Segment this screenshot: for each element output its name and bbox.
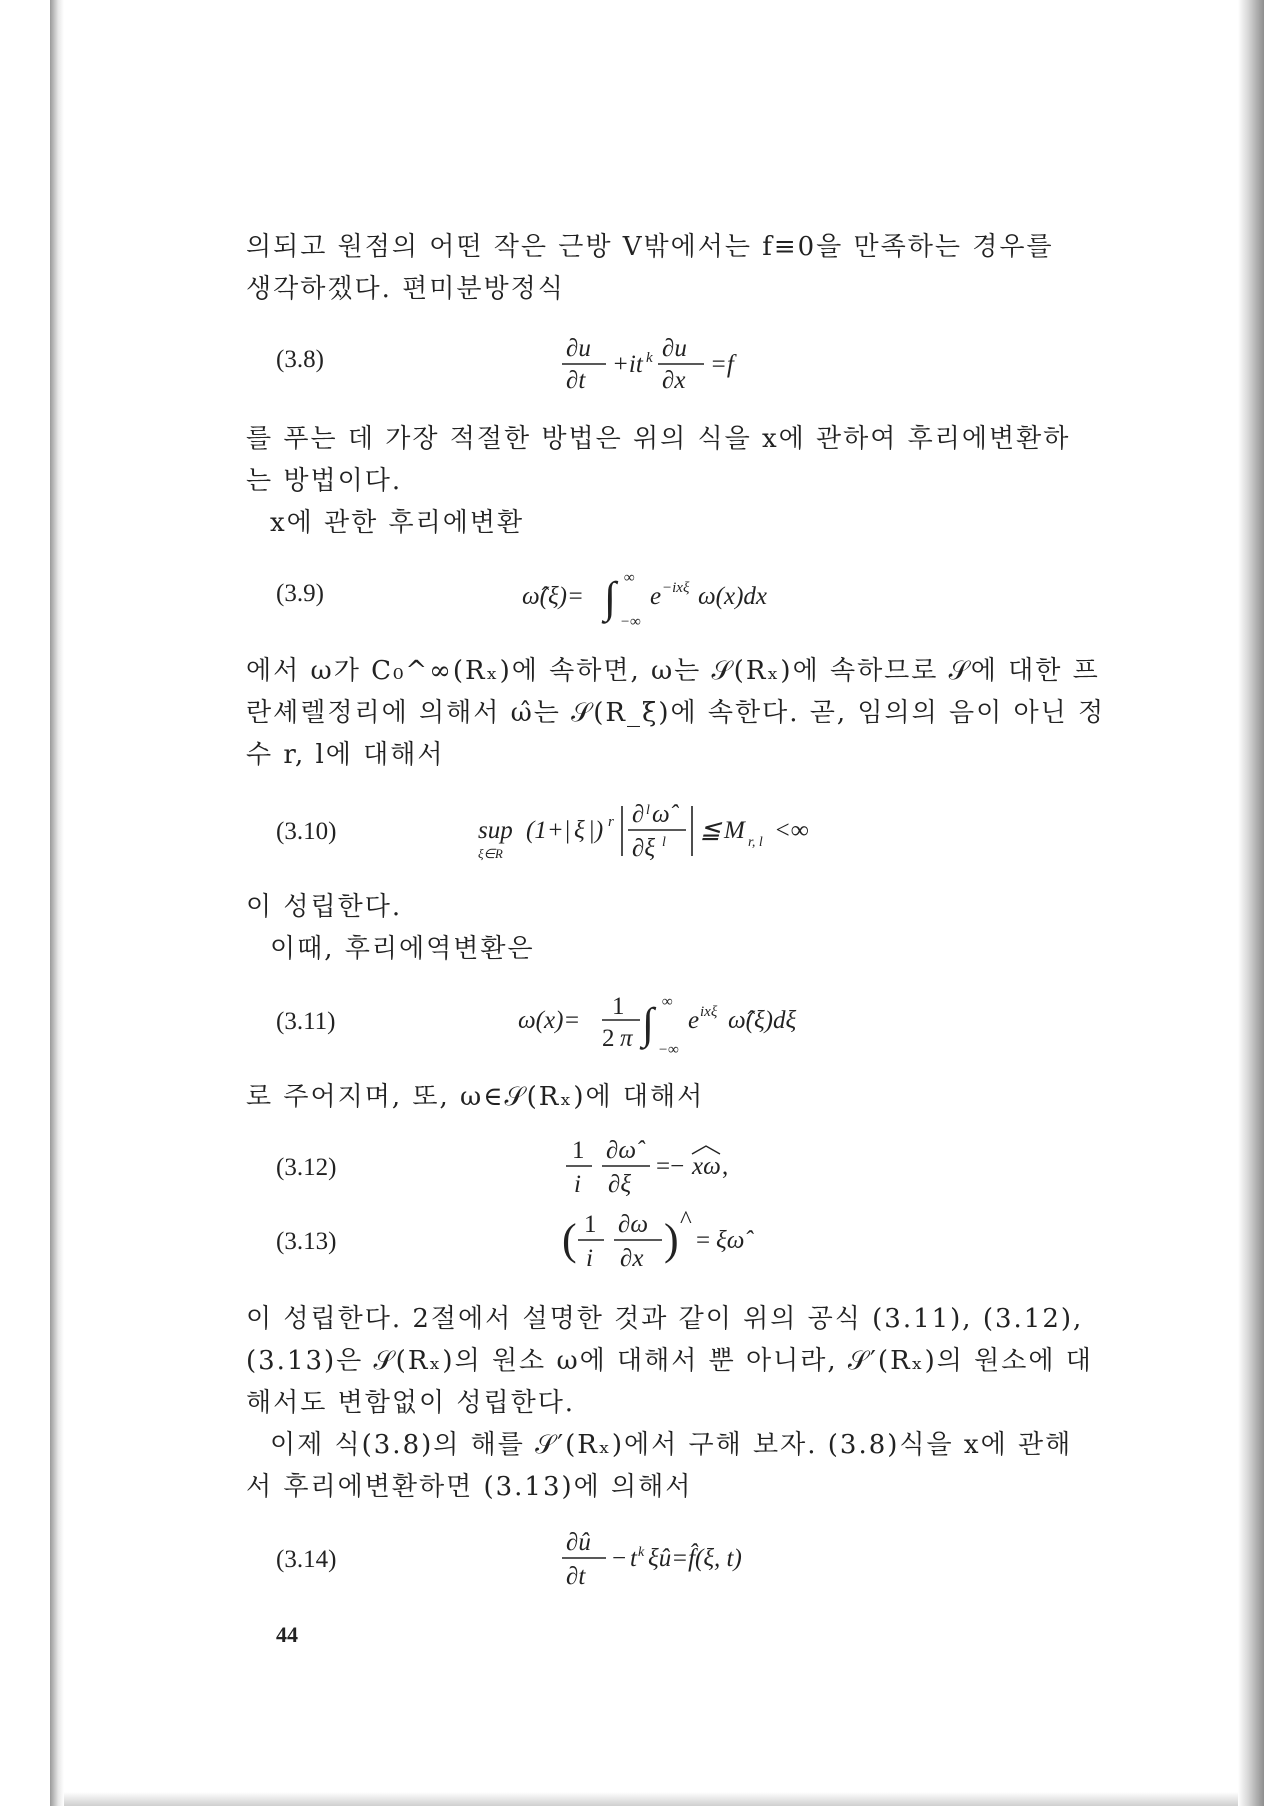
equation-3-9 — [520, 560, 840, 637]
svg-text:ω̂(ξ)dξ: ω̂(ξ)dξ — [728, 1007, 797, 1034]
page-edge-left — [50, 0, 64, 1806]
svg-text:l: l — [646, 803, 650, 818]
svg-text:ξ: ξ — [574, 817, 585, 844]
svg-text:ξ∈R: ξ∈R — [478, 846, 503, 861]
svg-text:ixξ: ixξ — [700, 1004, 718, 1020]
svg-text:+it: +it — [612, 351, 643, 378]
text-line-5: x에 관한 후리에변환 — [270, 508, 525, 538]
svg-text:∞: ∞ — [624, 570, 635, 586]
equation-3-13 — [560, 1206, 820, 1283]
svg-text:ξω̂: ξω̂ — [716, 1227, 745, 1254]
equation-number-3-8: (3.8) — [276, 346, 324, 373]
svg-text:∂x: ∂x — [662, 367, 686, 394]
svg-text:ω(x)dx: ω(x)dx — [698, 583, 767, 610]
equation-3-13-render — [560, 1206, 820, 1276]
svg-text:≦: ≦ — [700, 817, 721, 844]
svg-text:t: t — [630, 1545, 637, 1572]
svg-text:∂x: ∂x — [620, 1245, 644, 1272]
svg-text:∫: ∫ — [642, 999, 655, 1048]
svg-text:i: i — [586, 1245, 593, 1272]
text-line-10: 이때, 후리에역변환은 — [270, 934, 535, 964]
text-line-15: 이제 식(3.8)의 해를 𝒮′(Rₓ)에서 구해 보자. (3.8)식을 x에 관해 — [270, 1430, 1073, 1460]
svg-text:r: r — [608, 814, 614, 830]
equation-3-12-render — [564, 1134, 824, 1200]
svg-text:k: k — [646, 350, 653, 366]
svg-text:ξû=f̂(ξ, t): ξû=f̂(ξ, t) — [648, 1545, 742, 1572]
page-number: 44 — [276, 1622, 298, 1647]
text-line-7: 란셰렐정리에 의해서 ω̂는 𝒮(R_ξ)에 속한다. 곧, 임의의 음이 아닌 정 — [246, 698, 1106, 728]
equation-3-11-render — [516, 984, 856, 1060]
svg-text:∂u: ∂u — [566, 335, 591, 362]
svg-text:ω̂: ω̂ — [652, 801, 670, 828]
svg-text:l: l — [662, 835, 666, 850]
equation-3-10 — [476, 794, 896, 877]
svg-text:^: ^ — [680, 1207, 692, 1234]
svg-text:∂u: ∂u — [662, 335, 687, 362]
page-edge-right — [1238, 0, 1264, 1806]
svg-text:1: 1 — [612, 993, 625, 1020]
svg-text:<∞: <∞ — [774, 817, 809, 844]
text-line-4: 는 방법이다. — [246, 466, 403, 496]
svg-text:π: π — [620, 1025, 633, 1052]
svg-text:=: = — [696, 1227, 711, 1254]
equation-3-10-render — [476, 794, 896, 870]
svg-text:(1+|: (1+| — [526, 817, 571, 844]
equation-3-8-render — [560, 334, 800, 394]
svg-text:∞: ∞ — [662, 994, 673, 1010]
text-line-8: 수 r, l에 대해서 — [246, 740, 445, 770]
text-line-16: 서 후리에변환하면 (3.13)에 의해서 — [246, 1472, 693, 1502]
text-line-11: 로 주어지며, 또, ω∈𝒮(Rₓ)에 대해서 — [246, 1082, 705, 1112]
svg-text:i: i — [574, 1171, 581, 1198]
svg-text:ω̂(ξ)=: ω̂(ξ)= — [522, 583, 584, 610]
svg-text:e: e — [688, 1007, 700, 1034]
svg-text:(: ( — [562, 1215, 577, 1264]
svg-text:r, l: r, l — [748, 835, 763, 850]
equation-3-8 — [560, 334, 800, 401]
svg-text:−∞: −∞ — [658, 1042, 679, 1058]
svg-text:∂t: ∂t — [566, 367, 586, 394]
equation-number-3-9: (3.9) — [276, 580, 324, 607]
svg-text:−∞: −∞ — [620, 614, 641, 630]
svg-text:k: k — [638, 1545, 645, 1560]
svg-text:=−: =− — [656, 1153, 685, 1180]
svg-text:|): |) — [588, 817, 604, 844]
svg-text:∂t: ∂t — [566, 1563, 586, 1590]
svg-text:∂ω: ∂ω — [618, 1211, 649, 1238]
page-bottom-edge — [64, 1792, 1238, 1806]
text-line-12: 이 성립한다. 2절에서 설명한 것과 같이 위의 공식 (3.11), (3.12), — [246, 1304, 1084, 1334]
svg-text:e: e — [650, 583, 662, 610]
text-line-1: 의되고 원점의 어떤 작은 근방 V밖에서는 f≡0을 만족하는 경우를 — [246, 232, 1054, 262]
svg-text:ω(x)=: ω(x)= — [518, 1007, 581, 1034]
svg-text:1: 1 — [572, 1137, 585, 1164]
svg-text:−: − — [612, 1545, 627, 1572]
svg-text:1: 1 — [584, 1211, 597, 1238]
svg-text:∂: ∂ — [632, 801, 645, 828]
equation-3-14-render — [560, 1526, 820, 1592]
text-line-14: 해서도 변함없이 성립한다. — [246, 1388, 576, 1418]
equation-3-12 — [564, 1134, 824, 1207]
equation-number-3-14: (3.14) — [276, 1546, 337, 1573]
svg-text:−ixξ: −ixξ — [662, 580, 690, 596]
svg-text:∂ω̂: ∂ω̂ — [606, 1137, 637, 1164]
svg-text:sup: sup — [478, 817, 513, 844]
svg-text:,: , — [722, 1153, 729, 1180]
svg-text:∂ξ: ∂ξ — [632, 835, 656, 862]
equation-number-3-12: (3.12) — [276, 1154, 337, 1181]
svg-text:∂ξ: ∂ξ — [608, 1171, 632, 1198]
svg-text:2: 2 — [602, 1025, 615, 1052]
equation-number-3-13: (3.13) — [276, 1228, 337, 1255]
svg-text:): ) — [664, 1215, 679, 1264]
text-line-2: 생각하겠다. 편미분방정식 — [246, 274, 565, 304]
text-line-6: 에서 ω가 C₀^∞(Rₓ)에 속하면, ω는 𝒮(Rₓ)에 속하므로 𝒮에 대한 프 — [246, 656, 1100, 686]
text-line-9: 이 성립한다. — [246, 892, 403, 922]
equation-3-9-render — [520, 560, 840, 630]
equation-number-3-11: (3.11) — [276, 1008, 336, 1035]
equation-3-11 — [516, 984, 856, 1067]
svg-text:xω: xω — [692, 1153, 721, 1180]
svg-text:M: M — [724, 817, 745, 844]
svg-text:=f: =f — [710, 351, 734, 378]
svg-text:∫: ∫ — [604, 573, 617, 622]
svg-text:∂û: ∂û — [566, 1529, 591, 1556]
text-line-3: 를 푸는 데 가장 적절한 방법은 위의 식을 x에 관하여 후리에변환하 — [246, 424, 1071, 454]
equation-3-14 — [560, 1526, 820, 1599]
text-line-13: (3.13)은 𝒮(Rₓ)의 원소 ω에 대해서 뿐 아니라, 𝒮′(Rₓ)의 원소에 대 — [246, 1346, 1093, 1376]
equation-number-3-10: (3.10) — [276, 818, 337, 845]
